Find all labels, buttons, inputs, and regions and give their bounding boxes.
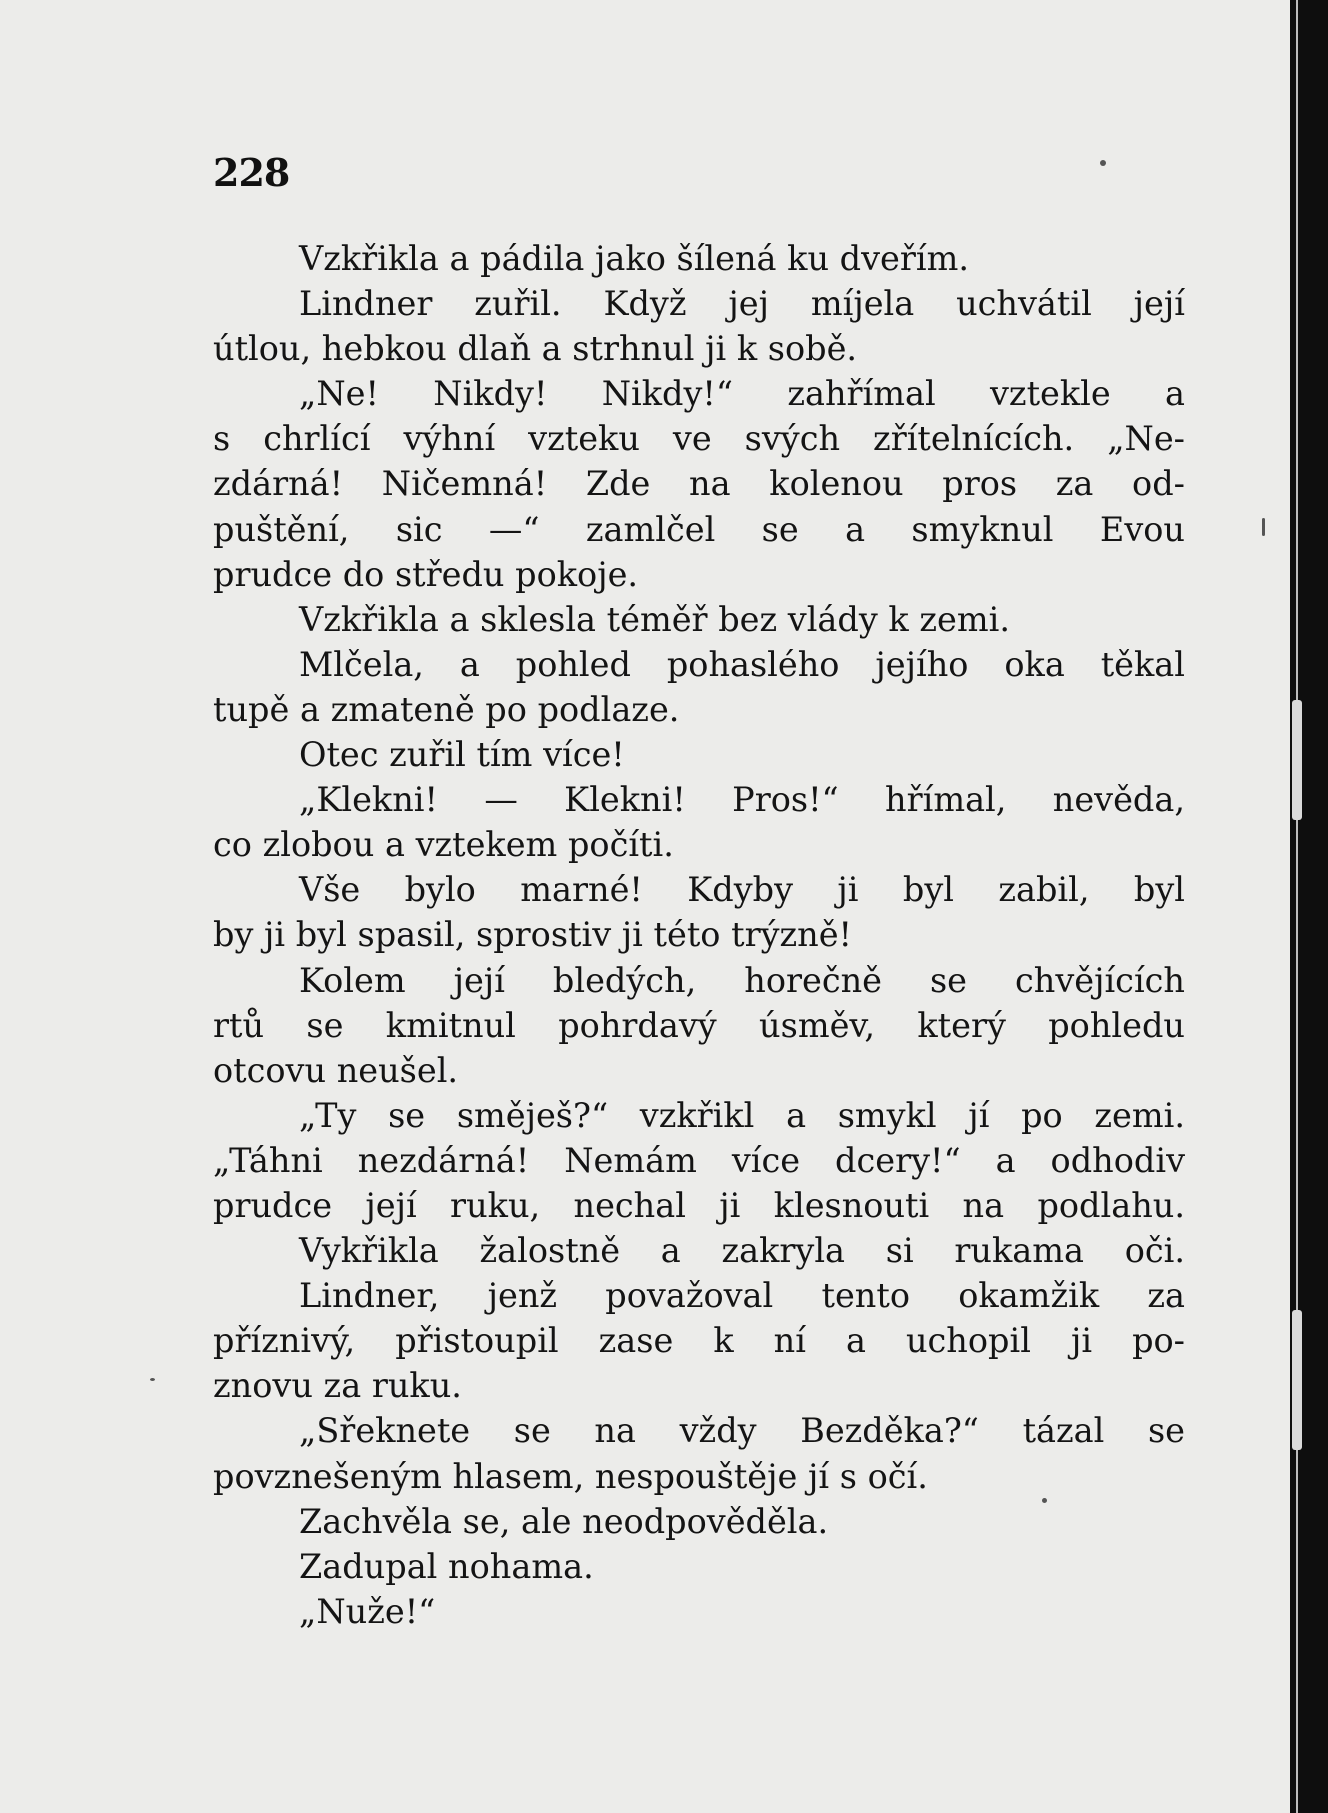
- text-line: Vše bylo marné! Kdyby ji byl zabil, byl: [299, 870, 1185, 910]
- print-speck: [1262, 518, 1265, 536]
- text-line: povznešeným hlasem, nespouštěje jí s očí.: [213, 1456, 928, 1496]
- binding-stitch: [1292, 700, 1302, 820]
- text-line: Kolem její bledých, horečně se chvějících: [299, 960, 1185, 1000]
- print-speck: [1042, 1498, 1047, 1503]
- text-line: prudce do středu pokoje.: [213, 554, 639, 594]
- body-text: [213, 236, 1185, 1634]
- text-line: Zachvěla se, ale neodpověděla.: [299, 1501, 829, 1541]
- text-line: puštění, sic —“ zamlčel se a smyknul Evou: [213, 509, 1185, 549]
- text-line: Otec zuřil tím více!: [299, 735, 625, 775]
- text-line: prudce její ruku, nechal ji klesnouti na podlahu.: [213, 1185, 1185, 1225]
- text-line: Lindner, jenž považoval tento okamžik za: [299, 1276, 1185, 1316]
- text-line: „Ne! Nikdy! Nikdy!“ zahřímal vztekle a: [299, 374, 1185, 414]
- text-line: Vykřikla žalostně a zakryla si rukama oči.: [299, 1231, 1185, 1271]
- binding-stitch: [1292, 1310, 1302, 1450]
- binding-line: [1296, 0, 1298, 1813]
- text-line: otcovu neušel.: [213, 1050, 459, 1090]
- text-line: „Ty se směješ?“ vzkřikl a smykl jí po zemi.: [299, 1095, 1185, 1135]
- text-line: tupě a zmateně po podlaze.: [213, 689, 680, 729]
- page-number: 228: [213, 150, 290, 195]
- text-line: „Sřeknete se na vždy Bezděka?“ tázal se: [299, 1411, 1185, 1451]
- text-line: by ji byl spasil, sprostiv ji této trýzně!: [213, 915, 853, 955]
- text-line: Lindner zuřil. Když jej míjela uchvátil její: [299, 284, 1185, 324]
- text-line: „Nuže!“: [299, 1591, 436, 1631]
- text-line: Vzkřikla a pádila jako šílená ku dveřím.: [299, 239, 970, 278]
- text-line: Mlčela, a pohled pohaslého jejího oka těkal: [299, 644, 1185, 684]
- text-line: rtů se kmitnul pohrdavý úsměv, který pohledu: [213, 1005, 1185, 1045]
- text-line: znovu za ruku.: [213, 1366, 462, 1406]
- text-line: co zlobou a vztekem počíti.: [213, 825, 674, 865]
- print-speck: [150, 1378, 155, 1381]
- text-line: příznivý, přistoupil zase k ní a uchopil ji po-: [213, 1321, 1185, 1361]
- text-line: zdárná! Ničemná! Zde na kolenou pros za od-: [213, 464, 1185, 504]
- text-line: útlou, hebkou dlaň a strhnul ji k sobě.: [213, 329, 858, 369]
- print-speck: [1100, 160, 1106, 166]
- text-line: „Táhni nezdárná! Nemám více dcery!“ a odhodiv: [213, 1140, 1185, 1180]
- text-line: s chrlící výhní vzteku ve svých zřítelnících. „Ne-: [213, 419, 1185, 459]
- text-line: Vzkřikla a sklesla téměř bez vlády k zemi.: [299, 599, 1010, 639]
- text-line: „Klekni! — Klekni! Pros!“ hřímal, nevěda,: [299, 780, 1185, 820]
- text-line: Zadupal nohama.: [299, 1546, 594, 1586]
